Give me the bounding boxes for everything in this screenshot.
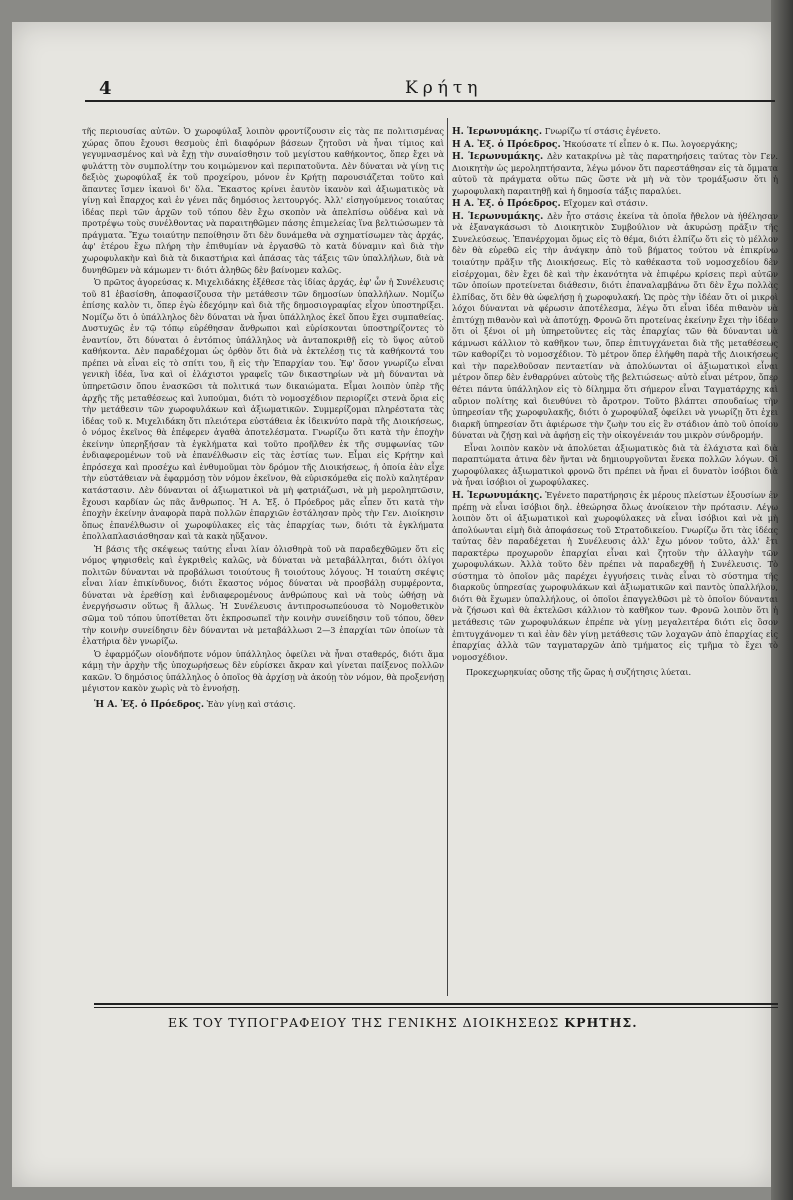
column-divider — [447, 118, 448, 996]
speech-entry — [452, 211, 778, 442]
speaker-name: Η. Ἱερωνυμάκης. — [452, 210, 544, 222]
left-paragraph: Ὁ ἐφαρμόζων οἱονδήποτε νόμον ὑπάλληλος ὀφείλει νὰ ἦναι σταθερός, διότι ἅμα κάμῃ τὴν ἀρχὴν τῆς ὑποχωρήσεως δὲν εὑρίσκει ἄκραν καὶ γίνεται παίξενος πολλῶν κακῶν. Ὁ δημόσιος ὑπάλληλος ὁ ὁποῖος θὰ ἀρχίσῃ νὰ ἀκούῃ τὸν νόμον, θὰ προξενήσῃ μέγιστον κακὸν χωρὶς νὰ τὸ ἐννοήσῃ. — [82, 648, 444, 694]
closing-note — [452, 667, 778, 679]
speech-text: Εἶναι λοιπὸν κακὸν νὰ ἀπολύεται ἀξιωματικὸς διὰ τὰ ἐλάχιστα καὶ διὰ παραπτώματα ἀτινα δὲν ἤνται νὰ δημιουργοῦνται ἕνεκα πολλῶν λόγων. Οἱ χωροφύλακες ἀξιωματικοὶ φρονῶ ὅτι πρέπει νὰ ἦναι εἰ δυνατὸν ἰσόβιοι διὰ νὰ ἦναι ἰσόβιοι οἱ χωροφύλακες. — [452, 442, 778, 488]
page-header — [85, 78, 775, 102]
left-paragraph-final — [82, 699, 444, 711]
printer-imprint — [168, 1015, 638, 1030]
speaker-name: Η Α. Ἐξ. ὁ Πρόεδρος. — [452, 198, 561, 210]
speech-entry — [452, 490, 778, 663]
speaker-name: Η. Ἱερωνυμάκης. — [452, 489, 543, 501]
left-paragraph: Ἡ βάσις τῆς σκέψεως ταύτης εἶναι λίαν ὀλισθηρὰ τοῦ νὰ παραδεχθῶμεν ὅτι εἰς νόμος ψηφισθεὶς καὶ ἐγκριθεὶς καλῶς, νὰ δύναται νὰ μεταβάλληται, διότι ὀλίγοι πολιτῶν δύνανται νὰ προβάλωσι τοιούτους ἢ τοιούτους λόγους. Ἡ τοιαύτη σκέψις εἶναι λίαν ἐπικίνδυνος, διότι ἕκαστος νόμος δύναται νὰ προσβάλῃ συμφέροντα, δύναται νὰ ἐρεθίσῃ καὶ ἐνδιαφερομένους ἀνθρώπους καὶ νὰ τοὺς ὠθήσῃ νὰ ἐνεργήσωσιν οὕτως ἢ ἄλλως. Ἡ Συνέλευσις ἀντιπροσωπεύουσα τὸ Νομοθετικὸν σῶμα τοῦ τόπου ὑποτίθεται ὅτι ἐκπροσωπεῖ τὴν κοινὴν συνείδησιν τοῦ τόπου, ὅθεν τὴν κοινὴν συνείδησιν δὲν δύνανται νὰ μεταβάλλωσι 2—3 ἐπαρχίαι τῶν ὁποίων τὰ ἐλατήρια δὲν γνωρίζω. — [82, 543, 444, 647]
speaker-name: Η. Ἱερωνυμάκης. — [452, 126, 543, 137]
speech-text: Ἐγένετο παρατήρησις ἐκ μέρους πλείστων ἐξουσίων ἐν πρέπῃ νὰ εἶναι ἰσόβιοι δηλ. ἐθεώρησα ὅλως ἀνοίκειον τὴν πρότασιν. Λέγω λοιπὸν ὅτι οἱ ἀξιωματικοὶ καὶ χωροφύλακες νὰ εἶναι ἰσόβιοι καὶ νὰ μὴ ἀπολύωνται εἰμὴ διὰ ἀποφάσεως τοῦ Στρατοδικείου. Γνωρίζω ὅτι τὰς ἰδέας ταύτας δὲν παραδέχεται ἡ Συνέλευσις ἀλλ' ἔχω μόνον τοῦτο, ἀλλ' ἔτι παρακτέρω προχωροῦν ἐπαρχίαι εἶναι καὶ ζητοῦν τὴν ἀλλαγὴν τῶν χωροφυλάκων. Ἀλλὰ τοῦτο δὲν πρέπει νὰ παραδεχθῇ ἡ Συνέλευσις. Τὸ σύστημα τὸ ὁποῖον μᾶς παρέχει ἐγγυήσεις τινὰς εἶναι τὸ σύστημα τῆς διαρκοῦς ὑπηρεσίας χωροφυλάκων καὶ ἀξιωματικῶν καὶ παντὸς ὑπαλλήλου, διότι θὰ ἔχωμεν ὑπαλλήλους, οἱ ὁποῖοι ἐπαγγελθῶσι μὲ τὸ ὁποῖον δύνανται νὰ ζήσωσι καὶ θὰ ἐκτελῶσι κάλλιον τὸ καθῆκον των. Φρονῶ λοιπὸν ὅτι ἡ μετάθεσις τῶν χωροφυλάκων ἐπρέπε νὰ γίνῃ μεγαλειτέρα διότι εἰς ὃσον ἐπιτυγχάνομεν τι καὶ ἐὰν δὲν γίνῃ μετάθεσις τῶν λοχαγῶν ἀπὸ ἐπαρχίας εἰς ἐπαρχίας ἀλλὰ τῶν ταγματαρχῶν ἀπὸ τμήματος εἰς τμῆμα τὸ ἔχει τὸ νομοσχέδιον. — [452, 489, 778, 662]
speech-text: Εἴχομεν καὶ στάσιν. — [563, 198, 648, 209]
right-column — [452, 126, 778, 680]
page-number: 4 — [99, 78, 112, 99]
speech-entry — [452, 126, 778, 138]
speech-text: Γνωρίζω τί στάσις ἐγένετο. — [544, 126, 661, 136]
speech-text: Προκεχωρηκυίας οὔσης τῆς ὥρας ἡ συζήτησις λύεται. — [466, 667, 692, 678]
speech-text: Ἠκούσατε τί εἶπεν ὁ κ. Πω. λογοεργάκης; — [563, 138, 738, 149]
imprint-bold: ΚΡΗΤΗΣ. — [564, 1015, 638, 1030]
speech-entry — [452, 443, 778, 489]
footer-rule — [94, 1003, 778, 1005]
imprint-text: ΕΚ ΤΟΥ ΤΥΠΟΓΡΑΦΕΙΟΥ ΤΗΣ ΓΕΝΙΚΗΣ ΔΙΟΙΚΗΣΕΩΣ — [168, 1015, 560, 1030]
footer-rule-thin — [94, 1007, 778, 1008]
speaker-name: Ἡ Α. Ἐξ. ὁ Πρόεδρος. — [94, 698, 205, 710]
speech-text: Ἐὰν γίνῃ καὶ στάσις. — [206, 698, 296, 709]
speech-text: Δὲν ἦτο στάσις ἐκείνα τὰ ὁποῖα ἤθελον νὰ ἠθέλησαν νὰ ἐξαναγκάσωσι τὸ Διοικητικὸν Συμβούλιον νὰ ἀκυρώσῃ πρᾶξιν τῆς Συνελεύσεως. Ἐπανέρχομαι ὅμως εἰς τὸ θέμα, διότι ἐλπίζω ὅτι εἰς τὸ μέλλον δὲν θὰ εὑρεθῶ εἰς τὴν ἀνάγκην ἀπὸ τοῦ βήματος τούτου νὰ ἐπικρίνω τοιαύτην πρᾶξιν τῆς Διοικήσεως. Εἰς τὸ καθέκαστα τοῦ νομοσχεδίου δὲν εἰσέρχομαι, δὲν ἔχει δὲ καὶ τὴν ἐκανότητα νὰ ἐπιφέρω κρίσεις περὶ αὐτῶν τῶν ὁποίων προτείνεται διάθεσιν, διότι ἐπαναλαμβάνω ὅτι δὲν ἔχω πολλὰς ἐλπίδας, ὅτι δὲν θὰ ὠφελήσῃ ἡ χωροφυλακή. Ὡς πρὸς τὴν ἰδέαν ὅτι οἱ μικροὶ λόχοι δύνανται νὰ φέρωσιν ἀποτέλεσμα, λέγω ὅτι εἶναι ἰδέα πιθανὸν νὰ ἐπιτύχῃ πιθανὸν καὶ νὰ ἀποτύχῃ. Φρονῶ ὅτι προτείνας ἐκείνην ἔχει τὴν ἰδέαν ὅτι οἱ ξένοι οἱ μὴ ὑπηρετοῦντες εἰς τὰς ἐπαρχίας τῶν θὰ δύνανται νὰ κάμνωσι κάλλιον τὸ καθῆκον των, ὅπερ ἐπιτυγχάνεται διὰ τῆς μεταθέσεως τῶν καθορίζει τὸ νομοσχέδιον. Τὸ μέτρον ὅπερ ἐλήφθη παρὰ τῆς Διοικήσεως καὶ τὴν παρελθοῦσαν πενταετίαν νὰ ἀπολύωνται οἱ ἀξιωματικοὶ εἶναι μέτρον ὅπερ δὲν ἐνθαρρύνει αὐτοὺς τῆς βελτιώσεως· αὐτὸ εἶναι μέτρον, ὅπερ θέτει πάντα ὑπάλληλον εἰς τὸ δίλημμα ὅτι σήμερον εἶναι Ταγματάρχης καὶ αὔριον πολίτης καὶ διευθύνει τὸ ἄροτρον. Τοῦτο βλάπτει σπουδαίως τὴν ὑπηρεσίαν τῆς χωροφυλακῆς, διότι ὁ χωροφύλαξ ὀφείλει νὰ γνωρίζῃ ὅτι ἐχει διαρκῆ ὑπηρεσίαν ὅτι ἀφιέρωσε τὴν ζωὴν του εἰς ἓν στάδιον ἀπὸ τοῦ ὁποίου δύναται νὰ ζήσῃ καὶ νὰ ἀφήσῃ εἰς τὴν οἰκογένειάν του μικρὸν σύνδρομήν. — [452, 210, 778, 441]
speech-entry — [452, 139, 778, 151]
speaker-name: Η Α. Ἐξ. ὁ Πρόεδρος. — [452, 138, 561, 150]
left-paragraph: Ὁ πρῶτος ἀγορεύσας κ. Μιχελιδάκης ἐξέθεσε τὰς ἰδίας ἀρχάς, ἐφ' ὧν ἡ Συνέλευσις τοῦ 81 ἐβασίσθη, ἀποφασίζουσα τὴν μετάθεσιν τῶν δημοσίων ὑπαλλήλων. Νομίζω ἐπίσης καλὸν τι, ὅπερ ἐγὼ ἐδεχόμην καὶ διὰ τῆς δημοσιογραφίας εἶχον ὑποστηρίξει. Νομίζω ὅτι ὁ ὑπάλληλος δὲν δύναται νὰ ἦναι ὑπάλληλος ἐκεῖ ὅπου ἔχει συμπαθείας. Δυστυχῶς ἐν τῷ τόπῳ εὑρέθησαν ἄνθρωποι καὶ εὑρίσκονται ὑποστηρίζοντες τὸ ἐναντίον, ὅτι δύναται ὁ ἐντόπιος ὑπάλληλος νὰ ἀνταποκριθῇ εἰς τὸ ὕψος αὐτοῦ καθήκοντα. Δὲν παραδέχομαι ὡς ὀρθὸν ὅτι διὰ νὰ ἐκτελέσῃ τις τὰ καθήκοντά του πρέπει νὰ εἶναι εἰς τὸ σπίτι του, ἢ εἰς τὴν Ἐπαρχίαν του. Ἐφ' ὅσον γνωρίζω εἶναι γενικὴ ἰδέα, ἵνα καὶ οἱ ἐλάχιστοι γραφεῖς τῶν δικαστηρίων νὰ μὴ δύνανται νὰ ὑπηρετῶσιν ὅπου ἐνασκῶσι τὰ πολιτικά των δικαιώματα. Εἶμαι λοιπὸν ὑπὲρ τῆς ἀρχῆς τῆς μεταθέσεως καὶ λυπούμαι, διότι τὸ νομοσχέδιον περιορίζει στενὰ ὅρια εἰς τὴν μετάθεσιν τῶν χωροφυλάκων καὶ ἀξιωματικῶν. Συμμερίζομαι πληρέστατα τὰς ἰδέας τοῦ κ. Μιχελιδάκη ὅτι πλειότερα εὐστάθεια ἐκ ἰδεικνύτο παρὰ τῆς Διοικήσεως, ὁ νόμος ἐκεῖνος θὰ ἐπέφερεν ἀγαθὰ ἀποτελέσματα. Γνωρίζω ὅτι κατὰ τὴν ἐποχὴν ἐκείνην ὑπερηξήσαν τὰ ἐγκλήματα καὶ τοῦτο προῆλθεν ἐκ τῆς συμφωνίας τῶν ἐνδιαφερομένων τοῦ νὰ ἐπανέλθωσιν εἰς τὰς ἑστίας των. Εἶμαι εἰς Κρήτην καὶ ἐπρόσεχα καὶ προσέχω καὶ ἐνθυμοῦμαι τὸν δρόμον τῆς Διοικήσεως, ἡ ὁποία ἐὰν εἶχε τὴν εὐστάθειαν νὰ ἐφαρμόσῃ τὸν νόμον ἐκεῖνον, θὰ εὑρισκόμεθα εἰς πολὺ καλητέραν κατάστασιν. Δὲν δύνανται οἱ ἀξιωματικοὶ νὰ μὴ φατριάζωσι, νὰ μὴ μεροληπτῶσιν, ἔχουσι καρδίαν ὡς πᾶς ἄνθρωπος. Ἡ Α. Ἐξ. ὁ Πρόεδρος μᾶς εἶπεν ὅτι κατὰ τὴν ἐποχὴν ἐκείνην ἀναφορὰ παρὰ πολλῶν ἐπαρχιῶν ἐστάλησαν πρὸς τὴν Γεν. Διοίκησιν ὅπως ἐπανέλθωσιν οἱ χωροφύλακες εἰς τὰς ἐπαρχίας των, διότι τὰ ἐγκλήματα ἐπολλαπλασιάσθησαν καὶ τὰ κακὰ ηὔξανον. — [82, 277, 444, 542]
speaker-name: Η. Ἱερωνυμάκης. — [452, 151, 544, 163]
speech-entry — [452, 151, 778, 197]
speech-entry — [452, 198, 778, 210]
masthead-title: Κρήτη — [405, 78, 483, 98]
speech-text: Δὲν κατακρίνω μὲ τὰς παρατηρήσεις ταύτας τὸν Γεν. Διοικητὴν ὡς μεροληπτήσαντα, λέγω μόνον ὅτι παρεστάθησαν εἰς τὰ ὄμματα αὐτοῦ τὰ πράγματα οὕτω πῶς ὥστε νὰ μὴ νὰ τὸν τρομάξωσιν ὅτι ἡ χωροφυλακὴ παραιτηθῇ καὶ ἡ δημοσία τάξις παραλύει. — [452, 151, 778, 196]
left-column — [82, 126, 444, 711]
left-paragraph: τῆς περιουσίας αὐτῶν. Ὁ χωροφύλαξ λοιπὸν φροντίζουσιν εἰς τὰς πε πολιτισμένας χώρας ὅπου ἔχουσι θεσμοὺς ἐπὶ διαφόρων βάσεων ζητοῦσι νὰ ἦναι τίμιος καὶ γεγυμνασμένος καὶ νὰ ἔχῃ τὴν συναίσθησιν τοῦ μεγίστου καθήκοντος, ὅπερ ἔχει νὰ φυλάττῃ τὸν συμπολίτην του κοιμώμενον καὶ περιπατοῦντα. Δὲν δύναται νὰ γίνῃ τις δεξιὸς χωροφύλαξ ἐκ τοῦ προχείρου, μόνον ἐν Κρήτῃ παρουσιάζεται τοῦτο καὶ ἅπαντες ἴσμεν ἱκανοὶ δι' ὅλα. Ἕκαστος κρίνει ἑαυτὸν ἱκανὸν καὶ ἀξιωματικὸς νὰ γίνῃ καὶ ἔπαρχος καὶ ἐν γένει πᾶς δημόσιος λειτουργός. Ἀλλ' εἰσηγούμενος τοιαύτας ἰδέας περὶ τῶν ἀρχῶν τοῦ τόπου δὲν ἔχω σκοπὸν νὰ ἀπελπίσω οὐδένα καὶ νὰ προτρέψω τοὺς συνέλθοντας νὰ παραιτηθῶμεν πάσης ἐπιμελείας ἵνα βελτιώσωμεν τὰ πράγματα. Ἔχω τοιαύτην πεποίθησιν ὅτι δὲν δυνάμεθα νὰ σχηματίσωμεν τὰς ἀρχάς, ἀφ' ἑτέρου ἔχω πλήρη τὴν ἐπιθυμίαν νὰ ἐργασθῶ τὸ κατὰ δύναμιν καὶ διὰ τὴν χωροφυλακὴν καὶ διὰ τὰ δικαστήρια καὶ ἁπάσας τὰς τάξεις τῶν ὑπαλλήλων, διὰ νὰ δυνηθῶμεν νὰ κάμωμεν τι· διότι ἀληθῶς δὲν βαίνομεν καλῶς. — [82, 126, 444, 275]
